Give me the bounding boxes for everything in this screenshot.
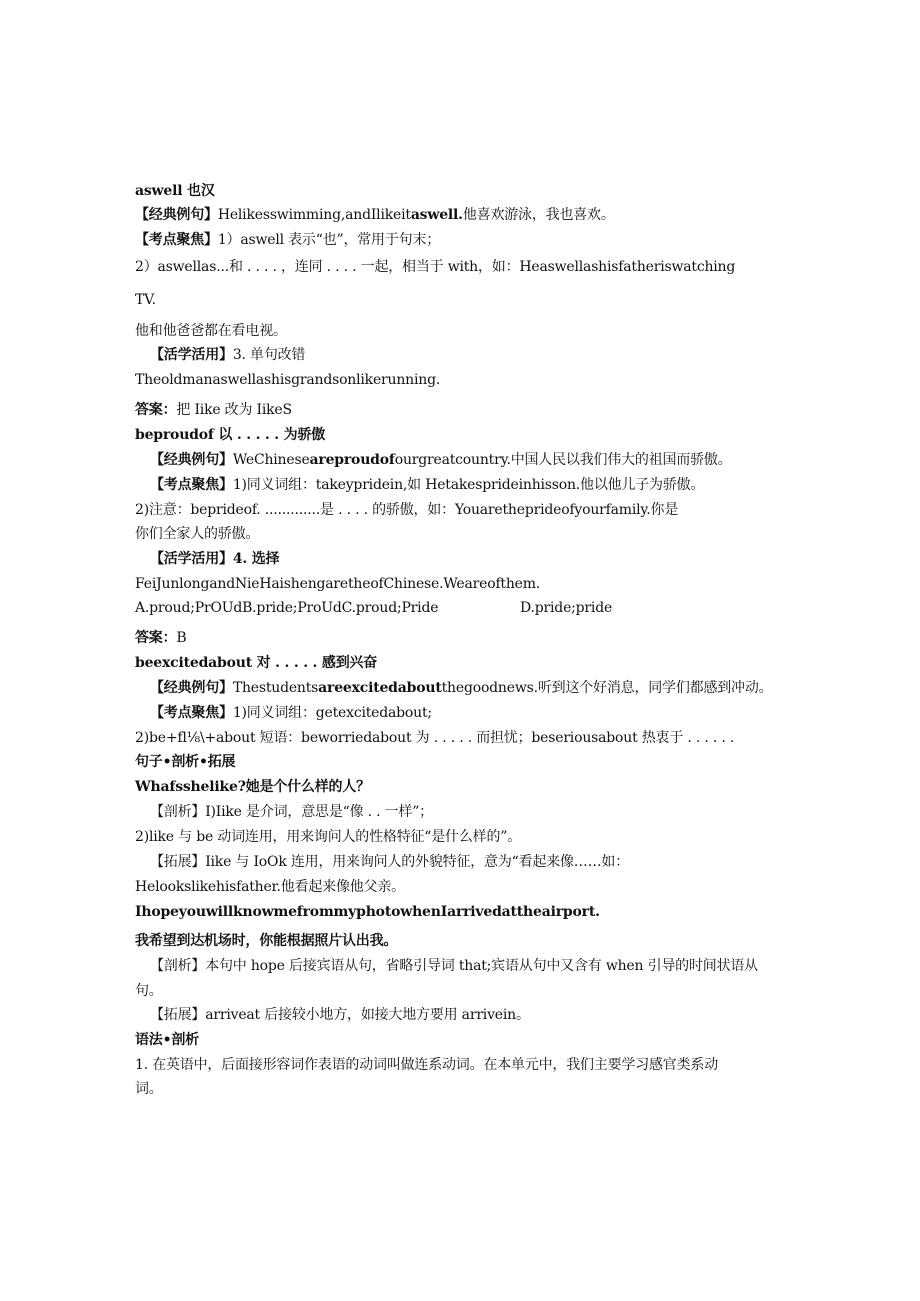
key-point-line [150, 475, 704, 495]
key-point-line-2: 2)注意：beprideof. .............是 . . . . 的骄傲，如：Youaretheprideofyourfamily.你是 [135, 502, 679, 518]
practice-title: 3. 单句改错 [232, 347, 306, 363]
sentence-2: IhopeyouwillknowmefrommyphotowhenIarrivedattheairport. [135, 904, 600, 920]
sentence-2-translation: 我希望到达机场时，你能根据照片认出我。 [135, 933, 398, 949]
practice-title: 4. 选择 [232, 551, 280, 567]
classic-example-line [150, 678, 772, 698]
practice-tag: 【活学活用】 [150, 551, 233, 567]
answer-line [135, 628, 187, 648]
key-point-line-2: 2）aswellas...和 . . . . ，连同 . . . . 一起，相当于 with，如：Heaswellashisfatheriswatching [135, 259, 736, 275]
practice-option-d: D.pride;pride [520, 600, 613, 616]
key-point-tag: 【考点聚焦】 [135, 232, 218, 248]
example-text: Helikesswimming,andIlikeit [217, 207, 411, 223]
example-translation: thegoodnews.听到这个好消息，同学们都感到冲动。 [441, 680, 773, 696]
example-highlight: areexcitedabout [318, 680, 442, 696]
sentence-1: Whafsshelike?她是个什么样的人？ [135, 779, 370, 795]
practice-line [150, 549, 279, 569]
analysis-tag: 【剖析】 [150, 804, 206, 820]
analysis-text: 本句中 hope 后接宾语从句，省略引导词 that;宾语从句中又含有 when 引导的时间状语从 [205, 958, 758, 974]
section-heading-beproudof: beproudof 以 . . . . . 为骄傲 [135, 427, 326, 443]
key-point-tag: 【考点聚焦】 [150, 705, 233, 721]
extension-line [150, 1005, 530, 1025]
practice-tag: 【活学活用】 [150, 347, 233, 363]
example-text: WeChinese [232, 452, 310, 468]
classic-example-line [150, 450, 732, 470]
classic-example-tag: 【经典例句】 [150, 680, 233, 696]
key-point-text: 1)同义词组：takeypridein,如 Hetakesprideinhisson.他以他儿子为骄傲。 [232, 477, 705, 493]
example-translation: 他喜欢游泳，我也喜欢。 [462, 207, 615, 223]
grammar-paragraph-2: 词。 [135, 1081, 163, 1097]
practice-line [150, 345, 305, 365]
analysis-line-2: 句。 [135, 983, 163, 999]
classic-example-tag: 【经典例句】 [150, 452, 233, 468]
analysis-line-2: 2)like 与 be 动词连用，用来询问人的性格特征“是什么样的”。 [135, 829, 522, 845]
key-point-line-4: 他和他爸爸都在看电视。 [135, 323, 287, 339]
extension-text: arriveat 后接较小地方，如接大地方要用 arrivein。 [205, 1007, 530, 1023]
practice-options: A.proud;PrOUdB.pride;ProUdC.proud;Pride [135, 600, 439, 616]
key-point-line-3: 你们全家人的骄傲。 [135, 526, 260, 542]
analysis-line [150, 802, 433, 822]
key-point-line [135, 230, 440, 250]
extension-line-2: Helookslikehisfather.他看起来像他父亲。 [135, 879, 405, 895]
key-point-text: 1)同义词组：getexcitedabout; [232, 705, 432, 721]
answer-tag: 答案： [135, 402, 177, 418]
example-highlight: areproudof [309, 452, 395, 468]
extension-line [150, 852, 629, 872]
extension-tag: 【拓展】 [150, 854, 206, 870]
example-text: Thestudents [232, 680, 319, 696]
section-heading-aswell: aswell 也汉 [135, 183, 215, 199]
section-title-sentences: 句子•剖析•拓展 [135, 754, 236, 770]
answer-text: 把 Iike 改为 IikeS [176, 402, 292, 418]
key-point-line [150, 703, 432, 723]
answer-text: B [176, 630, 187, 646]
analysis-text: I)Iike 是介词，意思是“像 . . 一样”； [205, 804, 433, 820]
extension-text: Iike 与 IoOk 连用，用来询问人的外貌特征，意为“看起来像……如： [205, 854, 630, 870]
example-translation: ourgreatcountry.中国人民以我们伟大的祖国而骄傲。 [394, 452, 732, 468]
analysis-line [150, 956, 758, 976]
key-point-line-2: 2)be+fl⅛\+about 短语：beworriedabout 为 . . . . . 而担忧；beseriousabout 热衷于 . . . . . . [135, 730, 735, 746]
example-highlight: aswell. [410, 207, 463, 223]
key-point-tag: 【考点聚焦】 [150, 477, 233, 493]
practice-question: Theoldmanaswellashisgrandsonlikerunning. [135, 372, 441, 388]
answer-line [135, 400, 292, 420]
grammar-paragraph: 1. 在英语中，后面接形容词作表语的动词叫做连系动词。在本单元中，我们主要学习感官类系动 [135, 1057, 719, 1073]
section-title-grammar: 语法•剖析 [135, 1032, 199, 1048]
practice-question: FeiJunlongandNieHaishengaretheofChinese.Weareofthem. [135, 576, 541, 592]
section-heading-beexcitedabout: beexcitedabout 对 . . . . . 感到兴奋 [135, 655, 378, 671]
extension-tag: 【拓展】 [150, 1007, 206, 1023]
classic-example-tag: 【经典例句】 [135, 207, 218, 223]
analysis-tag: 【剖析】 [150, 958, 206, 974]
classic-example-line [135, 205, 615, 225]
key-point-text: 1）aswell 表示“也”，常用于句末； [217, 232, 441, 248]
key-point-line-3: TV. [135, 292, 156, 308]
answer-tag: 答案： [135, 630, 177, 646]
